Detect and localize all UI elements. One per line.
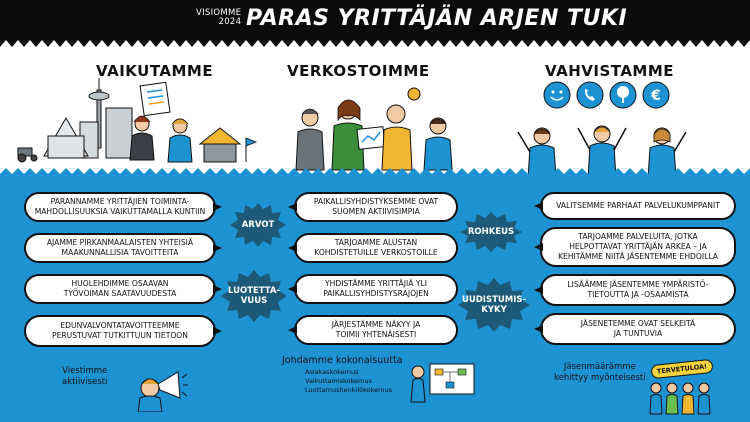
footer-lead-item-2: Vaikuttamiskokemus (305, 377, 372, 385)
welcome-banner: TERVETULOA! (650, 359, 713, 379)
footer-membership-text: Jäsenmäärämme kehittyy myönteisesti (554, 362, 646, 383)
footer-lead-item-1: Asiakaskokemus (305, 368, 359, 376)
badge-rohkeus-label: ROHKEUS (467, 227, 515, 237)
footer-lead-title: Johdamme kokonaisuutta (282, 355, 403, 366)
blue-zigzag (0, 168, 750, 180)
city-illustration (14, 78, 264, 178)
left-bubble-3: HUOLEHDIMME OSAAVAN TYÖVOIMAN SAATAVUUDESTA (24, 274, 216, 304)
smiley-icon (542, 80, 572, 110)
badge-arvot (230, 203, 286, 247)
badge-arvot-label: ARVOT (241, 220, 275, 230)
footer-lead-item-3: Luottamushenkilökokemus (305, 386, 392, 394)
column-title-verkostoimme: VERKOSTOIMME (287, 62, 430, 80)
presenter-whiteboard-icon (408, 358, 480, 410)
footer-communicate-text: Viestimme aktiivisesti (62, 366, 108, 387)
badge-uudistumiskyky (458, 278, 530, 332)
right-bubble-4: JÄSENETEMME OVAT SELKEITÄ JA TUNTUVIA (540, 313, 736, 345)
column-title-vaikutamme: VAIKUTAMME (96, 62, 214, 80)
right-bubble-1: VALITSEMME PARHAAT PALVELUKUMPPANIT (540, 192, 736, 220)
badge-rohkeus (460, 212, 522, 252)
middle-bubble-1: PAIKALLISYHDISTYKSEMME OVAT SUOMEN AKTIIVISIMPIA (294, 192, 458, 222)
column-title-vahvistamme: VAHVISTAMME (545, 62, 675, 80)
svg-text:€: € (651, 88, 661, 104)
vision-year: 2024 (218, 17, 242, 27)
badge-luotettavuus (221, 270, 287, 322)
right-bubble-3: LISÄÄMME JÄSENTEMME YMPÄRISTÖ- TIETOUTTA JA -OSAAMISTA (540, 274, 736, 306)
crowd-illustration (648, 378, 720, 416)
network-people-illustration (288, 78, 478, 178)
middle-bubble-2: TARJOAMME ALUSTAN KOHDISTETUILLE VERKOSTOILLE (294, 233, 458, 263)
page-title: PARAS YRITTÄJÄN ARJEN TUKI (246, 6, 628, 31)
megaphone-icon (134, 358, 188, 412)
badge-uudistumiskyky-label: UUDISTUMIS- KYKY (461, 295, 527, 315)
badge-luotettavuus-label: LUOTETTA- VUUS (227, 286, 281, 306)
footer-lead-list (305, 368, 392, 395)
middle-bubble-3: YHDISTÄMME YRITTÄJIÄ YLI PAIKALLISYHDISTYSRAJOJEN (294, 274, 458, 304)
euro-icon (641, 80, 671, 110)
middle-bubble-4: JÄRJESTÄMME NÄKYY JA TOIMII YHTENÄISESTI (294, 315, 458, 345)
left-bubble-4: EDUNVALVONTATAVOITTEEMME PERUSTUVAT TUTKITTUUN TIETOON (24, 315, 216, 347)
right-bubble-2: TARJOAMME PALVELUITA, JOTKA HELPOTTAVAT YRITTÄJÄN ARKEA – JA KEHITÄMME NIITÄ JÄSENTEMME EHDOILLA (540, 227, 736, 267)
vision-word: VISIOMME (196, 8, 242, 18)
vision-label (196, 9, 241, 27)
phone-icon (575, 80, 605, 110)
left-bubble-2: AJAMME PIRKANMAALAISTEN YHTEISIÄ MAAKUNNALLISIA TAVOITTEITA (24, 233, 216, 263)
tree-icon (608, 80, 638, 110)
left-bubble-1: PARANNAMME YRITTÄJIEN TOIMINTA- MAHDOLLISUUKSIA VAIKUTTAMALLA KUNTIIN (24, 192, 216, 222)
header-zigzag (0, 34, 750, 48)
